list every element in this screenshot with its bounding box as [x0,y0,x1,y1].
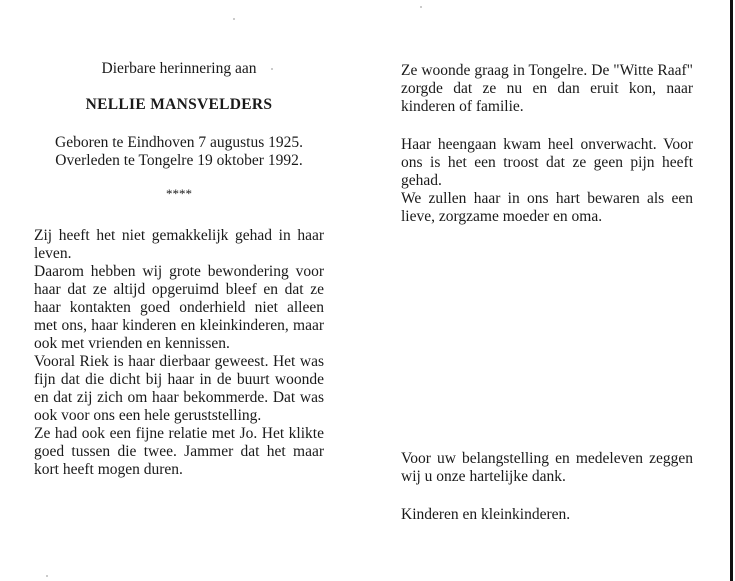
header [34,60,324,78]
deceased-name [34,96,324,114]
left-paragraph-3: Vooral Riek is haar dierbaar geweest. Het was fijn dat die dicht bij haar in de buurt woonde en dat zij zich om haar bekommerde. Dat was ook voor ons een hele geruststelling. [34,353,324,424]
signature-text: Kinderen en kleinkinderen. [401,506,571,523]
dates [34,134,324,170]
born-text: Geboren te Eindhoven 7 augustus 1925. [55,134,303,151]
separator [34,185,324,203]
left-paragraph-4: Ze had ook een fijne relatie met Jo. Het klikte goed tussen die twee. Jammer dat het maar kort heeft mogen duren. [34,425,324,478]
left-paragraph-1: Zij heeft het niet gemakkelijk gehad in haar leven. [34,227,324,262]
thanks-text: Voor uw belangstelling en medeleven zeggen wij u onze hartelijke dank. [401,450,693,485]
left-body [34,227,324,479]
right-paragraph-2: Haar heengaan kwam heel onverwacht. Voor ons is het een troost dat ze geen pijn heeft gehad. [401,136,693,189]
intro-text: Dierbare herinnering aan [101,60,257,77]
speck [233,18,235,20]
right-body-top [401,62,693,116]
separator-text: **** [166,186,192,201]
right-paragraph-1: Ze woonde graag in Tongelre. De "Witte Raaf" zorgde dat ze nu en dan eruit kon, naar kinderen of familie. [401,62,693,115]
speck [271,68,273,70]
speck [46,575,48,577]
died-text: Overleden te Tongelre 19 oktober 1992. [55,152,303,169]
signature [401,506,693,524]
name-text: NELLIE MANSVELDERS [85,96,273,113]
speck [420,6,422,8]
right-body-middle [401,136,693,226]
right-paragraph-3: We zullen haar in ons hart bewaren als een lieve, zorgzame moeder en oma. [401,190,693,225]
thanks [401,450,693,486]
left-paragraph-2: Daarom hebben wij grote bewondering voor haar dat ze altijd opgeruimd bleef en dat ze haar kontakten goed onderhield niet alleen met ons, haar kinderen en kleinkinderen, maar ook met vrienden en kennissen. [34,263,324,352]
card-edge [730,0,733,581]
